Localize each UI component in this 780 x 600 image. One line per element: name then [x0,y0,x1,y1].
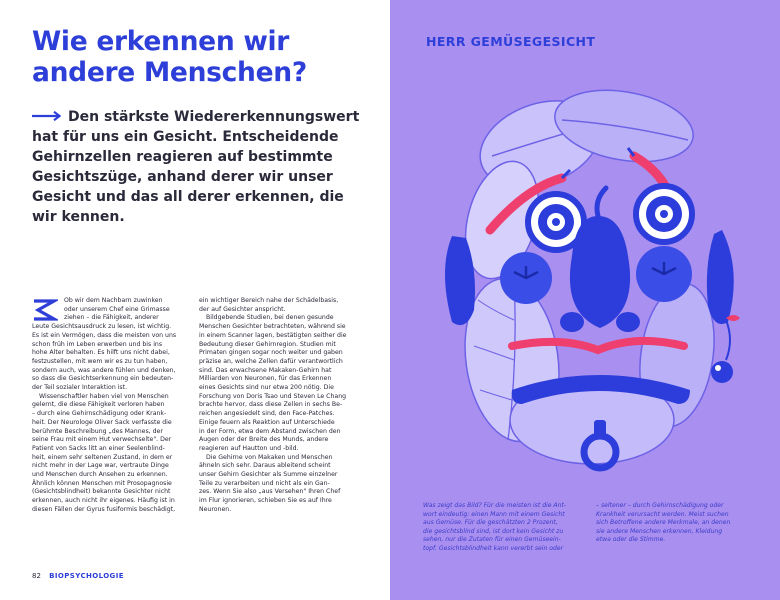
caption-line: – seltener – durch Gehirnschädigung oder [596,502,724,509]
caption-line: aus Gemüse. Für die geschätzten 2 Prozent, [423,519,558,527]
body-line: sondern auch, was andere fühlen und denken, [32,366,176,374]
caption-line: topf. Gesichtsblindheit kann vererbt sein oder [423,544,564,552]
page-number: 82 [32,572,41,580]
page-footer [32,572,124,580]
body-line: der Teil sozialer Interaktion ist. [32,384,128,392]
caption-line: Was zeigt das Bild? Für die meisten ist die Ant- [423,502,567,509]
body-line: präzise an, welche Zellen dafür verantwortlich [199,357,343,365]
body-line: Es ist ein Vermögen, dass die meisten von uns [32,331,177,339]
intro-line: wir kennen. [32,209,125,225]
body-line: Forschung von Doris Tsao und Steven Le Chang [199,392,347,400]
body-line: Menschen Gesichter betrachteten, während sie [199,323,346,331]
body-line: seine Frau mit einem Hut verwechselte". Der [32,436,172,444]
body-line: in einem Scanner lagen, bestätigten seither die [199,331,347,339]
body-line: Primaten gingen sogar noch weiter und gaben [199,349,343,357]
body-line: – durch eine Gehirnschädigung oder Krank- [32,410,167,418]
body-line: Leute Gesichtsausdruck zu lesen, ist wichtig. [32,323,172,331]
intro-line: Gesichtszüge, anhand derer wir unser [32,169,333,185]
body-line: gelernt, die diese Fähigkeit verloren haben [32,401,165,409]
caption-line: sehen, nur die Zutaten für einen Gemüseein- [423,536,561,544]
body-line: festzustellen, mit wem wir es zu tun haben, [32,357,168,365]
body-line: und Menschen durch Ansehen zu erkennen. [32,471,168,479]
caption-column-1 [423,502,588,554]
body-line: so dass die Gesichtserkennung ein bedeuten- [32,375,174,383]
arrow-right-icon [32,111,62,121]
body-line: ähneln sich sehr. Daraus ableitend scheint [199,462,331,470]
caption-line: etwa oder die Stimme. [596,536,666,544]
body-line: eines Gesichts sind nur etwa 200 nötig. Die [199,384,334,392]
intro-paragraph [32,107,372,227]
right-ear [707,230,734,324]
intro-line: Gehirnzellen reagieren auf bestimmte [32,149,333,165]
intro-line: Den stärkste Wiedererkennungswert [32,107,372,127]
body-line: Ob wir dem Nachbarn zuwinken [64,297,163,304]
body-line: Patient von Sacks litt an einer Seelenblind- [32,444,165,452]
body-line: heit. Der Neurologe Oliver Sack verfasste die [32,418,172,426]
caption-line: wort eindeutig: einen Mann mit einem Gesicht [423,510,565,518]
body-line: Bildgebende Studien, bei denen gesunde [206,314,334,322]
body-line: Neuronen. [199,505,232,513]
body-column-1 [32,297,189,515]
body-line: Einige feuern als Reaktion auf Unterschiede [199,418,335,426]
body-line: nicht mehr in der Lage war, vertraute Dinge [32,462,169,470]
body-line: Augen oder der Breite des Munds, andere [199,436,329,444]
body-line: unser Gehirn Gesichter als Summe einzelner [199,471,338,479]
body-line: Wissenschaftler haben viel von Menschen [39,392,169,400]
caption-line: sich Betroffene andere Merkmale, an denen [596,519,731,527]
illustration-title: HERR GEMÜSEGESICHT [426,34,596,49]
right-eye [636,186,692,242]
caption-column-2 [596,502,756,545]
body-line: (Gesichtsblindheit) bekannte Gesichter nicht [32,488,171,496]
intro-line: hat für uns ein Gesicht. Entscheidende [32,129,339,145]
body-line: diesen Fällen der Gyrus fusiformis beschädigt, [32,505,176,513]
body-line: schon früh im Leben erwerben und bis ins [32,340,163,348]
right-page [390,0,780,600]
body-line: oder unserem Chef eine Grimasse [64,305,170,313]
heading-line: andere Menschen? [32,57,307,88]
heading-line: Wie erkennen wir [32,26,290,57]
section-name: BIOPSYCHOLOGIE [49,572,124,580]
body-line: hohe Alter behalten. Es hilft uns nicht dabei, [32,349,170,357]
vegetable-face-illustration [422,60,762,500]
body-line: in der Form, etwa dem Abstand zwischen den [199,427,341,435]
cherry-earring [711,315,740,383]
body-line: ziehen – die Fähigkeit, anderer [64,314,159,322]
body-line: im Flur ignorieren, schieben Sie es auf Ihre [199,497,332,505]
body-line: reichen angesiedelt sind, den Face-Patches. [199,410,335,418]
left-tomato [500,252,552,304]
caption-line: Krankheit verursacht werden. Meist suchen [596,510,729,518]
caption-line: die gesichtsblind sind, ist dort kein Gesicht zu [423,527,564,535]
body-line: berühmte Beschreibung „des Mannes, der [32,427,163,435]
page-heading [32,26,352,88]
body-line: heit, einem sehr seltenen Zustand, in dem er [32,453,173,461]
body-line: Die Gehirne von Makaken und Menschen [206,453,333,461]
body-line: erkennen, auch nicht ihr eigenes. Häufig ist in [32,497,175,505]
body-line: zes. Wenn Sie also „aus Versehen" Ihren Chef [199,488,341,496]
body-line: Ähnlich können Menschen mit Prosopagnosie [32,479,172,487]
body-line: Bedeutung dieser Gehirnregion. Studien mit [199,340,336,348]
intro-line: Gesicht und das all derer erkennen, die [32,189,344,205]
body-column-2 [199,297,359,515]
body-line: sind. Das erwachsene Makaken-Gehirn hat [199,366,332,374]
body-line: der auf Gesichter anspricht. [199,305,286,313]
body-line: Teile zu verarbeiten und nicht als ein Gan- [199,479,330,487]
body-line: brachte hervor, dass diese Zellen in sechs Be- [199,401,343,409]
right-tomato [636,246,692,302]
body-line: ein wichtiger Bereich nahe der Schädelbasis, [199,297,339,304]
body-line: reagieren auf Hautton und -bild. [199,444,299,452]
body-line: Milliarden von Neuronen, für das Erkennen [199,375,332,383]
caption-line: sie andere Menschen erkennen, Kleidung [596,527,723,535]
